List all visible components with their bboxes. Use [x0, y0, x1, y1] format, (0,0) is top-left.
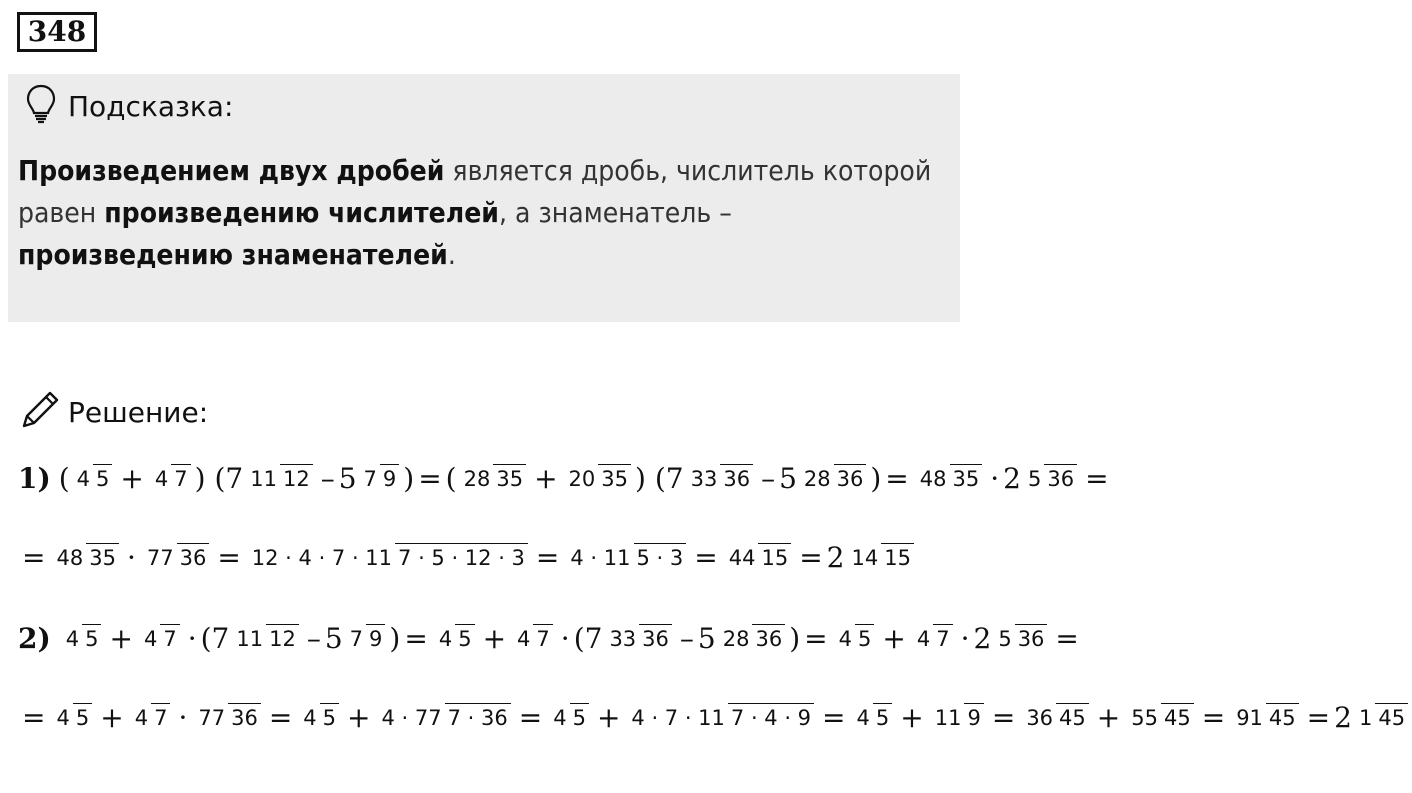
fraction: [361, 464, 400, 493]
denominator: 35: [598, 464, 631, 491]
math-operator: +: [120, 462, 144, 495]
numerator: 33: [609, 627, 637, 651]
denominator: 9: [964, 703, 983, 730]
denominator: 5: [73, 703, 92, 730]
denominator: 7 · 5 · 12 · 3: [395, 543, 528, 570]
denominator: 5: [855, 624, 874, 651]
math-text: 2: [1003, 462, 1021, 495]
denominator: 5: [93, 464, 112, 491]
hint-text: [18, 150, 943, 276]
math-operator: =: [694, 541, 718, 574]
denominator: 45: [1266, 703, 1299, 730]
numerator: 33: [690, 467, 718, 491]
math-operator: ·: [560, 622, 570, 655]
math-text: (: [445, 462, 457, 495]
hint-box: [8, 74, 960, 322]
fraction: [550, 703, 589, 732]
fraction: [720, 624, 785, 653]
math-text: (7: [645, 462, 684, 495]
math-text: (7: [200, 622, 230, 655]
fraction: [1128, 703, 1193, 732]
fraction: [628, 703, 814, 732]
math-line-3: [18, 622, 1083, 655]
numerator: 7: [363, 467, 377, 491]
denominator: 7 · 36: [445, 703, 511, 730]
numerator: 20: [568, 467, 596, 491]
math-line-2: [18, 541, 918, 574]
denominator: 5: [320, 703, 339, 730]
math-operator: –: [306, 622, 321, 655]
numerator: 4: [517, 627, 531, 651]
solution-title: Решение:: [68, 395, 209, 429]
numerator: 28: [463, 467, 491, 491]
math-text: 5: [779, 462, 797, 495]
numerator: 55: [1131, 706, 1158, 730]
math-line-1: [18, 462, 1113, 495]
fraction: [848, 543, 913, 572]
numerator: 4 · 11: [570, 546, 631, 570]
fraction: [688, 464, 753, 493]
numerator: 11: [934, 706, 962, 730]
hint-title: Подсказка:: [68, 89, 234, 123]
denominator: 7: [933, 624, 952, 651]
math-operator: ·: [178, 701, 188, 734]
math-text: ): [635, 462, 646, 495]
math-text: 5: [338, 462, 357, 495]
fraction: [195, 703, 260, 732]
task-number: 348: [17, 12, 97, 52]
fraction: [1356, 703, 1408, 732]
denominator: 45: [1375, 703, 1408, 730]
math-operator: =: [418, 462, 442, 495]
fraction: [436, 624, 475, 653]
math-operator: =: [22, 701, 46, 734]
fraction: [1233, 703, 1298, 732]
fraction: [566, 464, 631, 493]
numerator: 4: [438, 627, 453, 651]
fraction: [132, 703, 171, 732]
fraction: [726, 543, 791, 572]
fraction: [917, 464, 982, 493]
numerator: 4: [154, 467, 169, 491]
fraction: [300, 703, 339, 732]
numerator: 4: [856, 706, 870, 730]
denominator: 12: [266, 624, 299, 651]
math-operator: –: [679, 622, 694, 655]
fraction: [53, 543, 118, 572]
numerator: 11: [250, 467, 277, 491]
denominator: 7: [171, 464, 190, 491]
math-operator: ·: [187, 622, 197, 655]
math-text: ): [870, 462, 882, 495]
math-operator: +: [882, 622, 906, 655]
denominator: 5: [873, 703, 892, 730]
denominator: 5: [82, 624, 101, 651]
math-operator: +: [596, 701, 621, 734]
math-operator: =: [991, 701, 1016, 734]
math-operator: –: [320, 462, 335, 495]
denominator: 7: [151, 703, 170, 730]
numerator: 5: [1027, 467, 1042, 491]
fraction: [932, 703, 984, 732]
fraction: [1023, 703, 1088, 732]
fraction: [247, 464, 312, 493]
math-operator: =: [535, 541, 560, 574]
fraction: [854, 703, 893, 732]
denominator: 35: [86, 543, 119, 570]
math-text: 2: [1334, 701, 1352, 734]
fraction: [461, 464, 526, 493]
numerator: 48: [56, 546, 84, 570]
fraction: [74, 464, 113, 493]
fraction: [347, 624, 386, 653]
fraction: [233, 624, 298, 653]
denominator: 9: [366, 624, 385, 651]
numerator: 4: [65, 627, 80, 651]
numerator: 4: [56, 706, 70, 730]
math-operator: =: [518, 701, 543, 734]
denominator: 35: [950, 464, 983, 491]
math-operator: +: [900, 701, 924, 734]
math-text: ): [389, 622, 401, 655]
math-text: (: [58, 462, 70, 495]
denominator: 7: [160, 624, 179, 651]
numerator: 4: [134, 706, 149, 730]
numerator: 4: [143, 627, 158, 651]
denominator: 12: [280, 464, 313, 491]
fraction: [801, 464, 866, 493]
numerator: 28: [803, 467, 831, 491]
fraction: [53, 703, 92, 732]
math-operator: =: [804, 622, 828, 655]
math-operator: +: [482, 622, 507, 655]
math-operator: ·: [990, 462, 1000, 495]
numerator: 14: [851, 546, 879, 570]
denominator: 36: [834, 464, 867, 491]
math-operator: +: [100, 701, 124, 734]
denominator: 7 · 4 · 9: [728, 703, 814, 730]
math-operator: =: [799, 541, 823, 574]
numerator: 48: [919, 467, 947, 491]
denominator: 45: [1161, 703, 1194, 730]
hint-bold-3: произведению знаменателей: [18, 238, 448, 271]
numerator: 36: [1026, 706, 1054, 730]
math-operator: –: [761, 462, 776, 495]
numerator: 4: [553, 706, 567, 730]
math-text: ): [194, 462, 206, 495]
numerator: 77: [198, 706, 226, 730]
math-operator: =: [885, 462, 909, 495]
denominator: 36: [1044, 464, 1077, 491]
math-operator: =: [1055, 622, 1079, 655]
numerator: 4: [303, 706, 317, 730]
numerator: 4 · 7 · 11: [631, 706, 725, 730]
numerator: 91: [1236, 706, 1263, 730]
numerator: 7: [349, 627, 364, 651]
math-operator: =: [822, 701, 846, 734]
math-text: 2: [973, 622, 992, 655]
math-operator: +: [534, 462, 558, 495]
denominator: 5 · 3: [634, 543, 687, 570]
math-text: 5: [697, 622, 716, 655]
hint-bold-2: произведению числителей: [104, 196, 499, 229]
math-operator: +: [1096, 701, 1121, 734]
fraction: [836, 624, 875, 653]
math-operator: =: [1201, 701, 1226, 734]
math-operator: +: [109, 622, 133, 655]
math-text: 5: [324, 622, 343, 655]
fraction: [249, 543, 528, 572]
numerator: 12 · 4 · 7 · 11: [251, 546, 393, 570]
math-operator: =: [217, 541, 241, 574]
denominator: 36: [720, 464, 753, 491]
fraction: [995, 624, 1047, 653]
item-label: 2): [18, 622, 51, 655]
numerator: 11: [236, 627, 264, 651]
math-text: 2: [826, 541, 845, 574]
fraction: [1025, 464, 1077, 493]
numerator: 5: [998, 627, 1012, 651]
math-operator: =: [1085, 462, 1109, 495]
fraction: [514, 624, 553, 653]
hint-text-2: , а знаменатель –: [498, 196, 732, 229]
math-operator: ·: [960, 622, 970, 655]
fraction: [567, 543, 686, 572]
numerator: 77: [146, 546, 174, 570]
fraction: [152, 464, 191, 493]
pencil-icon: [20, 390, 60, 434]
fraction: [144, 543, 209, 572]
denominator: 36: [639, 624, 672, 651]
numerator: 4: [838, 627, 852, 651]
math-operator: +: [347, 701, 371, 734]
hint-header: [26, 84, 233, 128]
fraction: [606, 624, 671, 653]
hint-bold-1: Произведением двух дробей: [18, 154, 445, 187]
math-operator: =: [1306, 701, 1331, 734]
math-text: (7: [573, 622, 603, 655]
numerator: 1: [1358, 706, 1373, 730]
item-label: 1): [18, 462, 51, 495]
denominator: 36: [177, 543, 210, 570]
denominator: 7: [533, 624, 552, 651]
denominator: 5: [455, 624, 474, 651]
denominator: 45: [1056, 703, 1089, 730]
math-line-4: [18, 701, 1412, 734]
denominator: 15: [758, 543, 791, 570]
solution-header: [20, 390, 208, 434]
math-operator: =: [404, 622, 428, 655]
fraction: [914, 624, 953, 653]
numerator: 28: [722, 627, 750, 651]
fraction: [379, 703, 511, 732]
math-text: (7: [205, 462, 244, 495]
fraction: [141, 624, 180, 653]
denominator: 36: [228, 703, 261, 730]
math-text: ): [403, 462, 415, 495]
denominator: 36: [752, 624, 785, 651]
denominator: 36: [1015, 624, 1048, 651]
math-text: ): [789, 622, 801, 655]
math-operator: =: [268, 701, 293, 734]
numerator: 4 · 77: [381, 706, 442, 730]
math-operator: ·: [126, 541, 136, 574]
numerator: 44: [728, 546, 756, 570]
hint-text-1: является дробь, числитель которой равен: [18, 154, 932, 229]
numerator: 4: [76, 467, 91, 491]
denominator: 35: [493, 464, 526, 491]
denominator: 9: [380, 464, 399, 491]
hint-text-3: .: [447, 238, 456, 271]
denominator: 15: [881, 543, 914, 570]
lightbulb-icon: [26, 84, 56, 128]
fraction: [63, 624, 102, 653]
numerator: 4: [916, 627, 931, 651]
denominator: 5: [570, 703, 589, 730]
math-operator: =: [22, 541, 46, 574]
